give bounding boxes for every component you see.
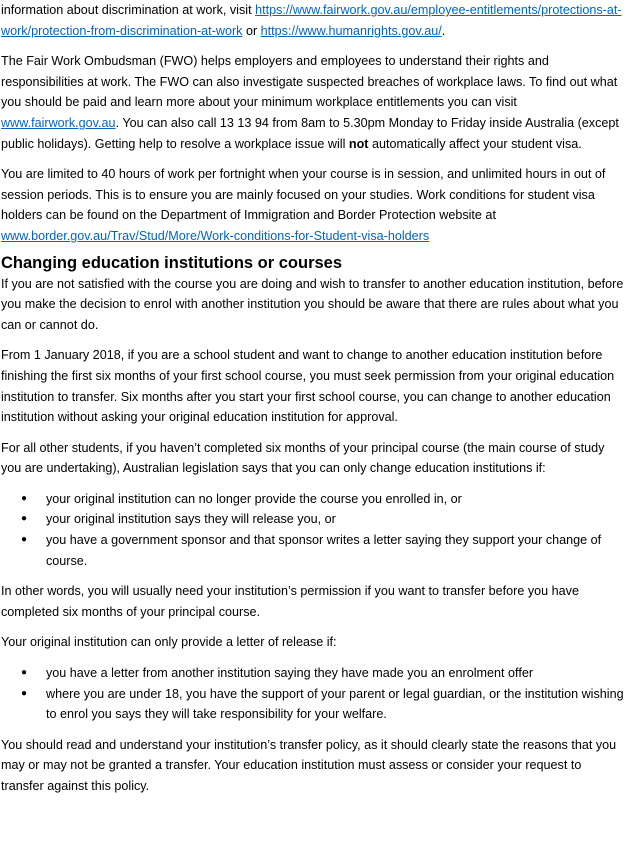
fairwork-link[interactable]: www.fairwork.gov.au (1, 115, 116, 130)
bullet-icon: ● (21, 687, 28, 699)
paragraph-permission-summary: In other words, you will usually need your institution’s permission if you want to transfer before you have completed six months of your principal course. (1, 584, 579, 619)
list-item-text: you have a government sponsor and that sponsor writes a letter saying they support your change of course. (46, 533, 602, 568)
list-item (1, 663, 627, 684)
bullet-icon: ● (21, 513, 28, 525)
paragraph-discrimination-info (1, 0, 627, 41)
release-conditions-list (1, 663, 627, 725)
emphasis-not: not (348, 136, 369, 151)
paragraph-work-limits (1, 164, 627, 246)
paragraph-fwo (1, 51, 627, 154)
humanrights-link[interactable]: https://www.humanrights.gov.au/ (260, 23, 442, 38)
list-item-text: your original institution can no longer provide the course you enrolled in, or (46, 491, 462, 506)
bullet-icon: ● (21, 534, 28, 546)
paragraph-text: The Fair Work Ombudsman (FWO) helps employers and employees to understand their rights and responsibilities at work. The FWO can also investigate suspected breaches of workplace laws. To find out what you should be paid and learn more about your minimum workplace entitlements you can visit (1, 54, 618, 110)
list-item (1, 684, 627, 725)
paragraph-other-students: For all other students, if you haven’t completed six months of your principal course (the main course of study you are undertaking), Australian legislation says that you can only change education institutions if: (1, 440, 605, 476)
paragraph-text: automatically affect your student visa. (368, 136, 582, 151)
transfer-conditions-list (1, 489, 627, 571)
paragraph-transfer-intro: If you are not satisfied with the course you are doing and wish to transfer to another education institution, before you make the decision to enrol with another institution you should be aware that there are rules about what you can or cannot do. (1, 276, 624, 332)
paragraph-text: or (242, 23, 261, 38)
paragraph-transfer-policy: You should read and understand your institution’s transfer policy, as it should clearly state the reasons that you may or may not be granted a transfer. Your education institution must assess or consider your request to transfer against this policy. (1, 737, 617, 793)
list-item-text: your original institution says they will release you, or (46, 512, 336, 527)
paragraph-text: information about discrimination at work, visit (1, 3, 256, 17)
paragraph-text: . (441, 23, 446, 38)
list-item-text: where you are under 18, you have the support of your parent or legal guardian, or the institution wishing to enrol you says they will take responsibility for your welfare. (46, 686, 624, 722)
list-item (1, 509, 627, 530)
paragraph-text: You are limited to 40 hours of work per fortnight when your course is in session, and unlimited hours in out of session periods. This is to ensure you are mainly focused on your studies. Work conditions for student visa holders can be found on the Department of Immigration and Border Protection website at (1, 167, 606, 223)
paragraph-release-letter: Your original institution can only provide a letter of release if: (1, 635, 337, 650)
list-item (1, 530, 627, 571)
border-work-conditions-link[interactable]: www.border.gov.au/Trav/Stud/More/Work-conditions-for-Student-visa-holders (1, 228, 430, 243)
list-item-text: you have a letter from another institution saying they have made you an enrolment offer (46, 666, 534, 681)
fairwork-discrimination-link[interactable]: https://www.fairwork.gov.au/employee-entitlements/protections-at-work/protection-from-discrimination-at-work (1, 3, 622, 38)
section-heading: Changing education institutions or courses (1, 253, 343, 272)
paragraph-text: . You can also call 13 13 94 from 8am to 5.30pm Monday to Friday inside Australia (except public holidays). Getting help to resolve a workplace issue will (1, 115, 619, 151)
bullet-icon: ● (21, 492, 28, 504)
paragraph-school-students: From 1 January 2018, if you are a school student and want to change to another education institution before finishing the first six months of your first school course, you must seek permission from your original education institution to transfer. Six months after you start your first school course, you can change to another education institution without asking your original education institution for approval. (1, 348, 615, 425)
bullet-icon: ● (21, 667, 28, 679)
list-item (1, 489, 627, 510)
